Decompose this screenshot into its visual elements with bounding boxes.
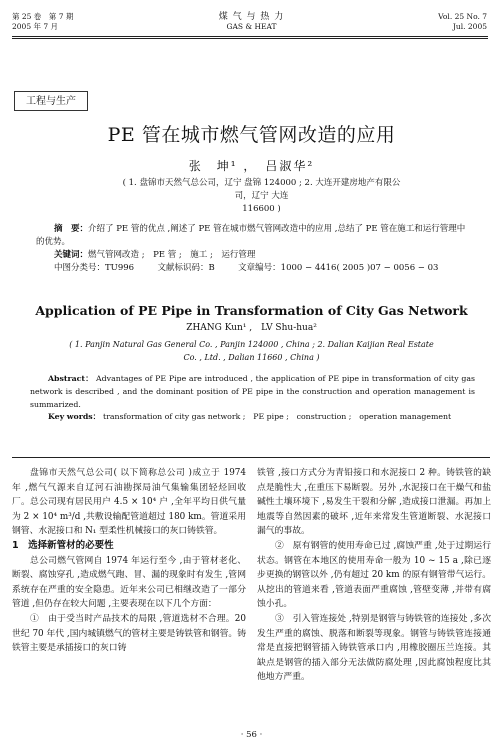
clc-label: 中图分类号： [54, 263, 106, 273]
abstract-zh-text: 介绍了 PE 管的优点 ,阐述了 PE 管在城市燃气管网改造中的应用 ,总结了 PE 管在施工和运行管理中的优势。 [36, 224, 466, 247]
body-paragraph: 铁管 ,接口方式分为青铅接口和水泥接口 2 种。铸铁管的缺点是脆性大 ,在重压下易断裂。另外 ,水泥接口在干燥气和盐碱性土壤环境下 ,易发生干裂和分解 ,造成接口泄漏。再加上地震等自然因素的破坏 ,近年来常发生管道断裂、水泥接口漏气的事故。 [257, 468, 491, 537]
header-rule-thin [12, 38, 488, 39]
journal-volume-en: Vol. 25 No. 7 Jul. 2005 [438, 12, 487, 31]
clc-value: TU996 [105, 263, 135, 273]
affiliations [120, 177, 403, 216]
english-keywords [30, 411, 475, 424]
english-abstract-paragraph [30, 373, 475, 411]
keywords-zh-text: 燃气管网改造 ; PE 管 ; 施工 ; 运行管理 [88, 250, 256, 260]
page-number: · 56 · [240, 730, 263, 740]
doc-code-label: 文献标识码： [157, 263, 209, 273]
abstract-zh-label: 摘 要： [54, 224, 89, 234]
body-paragraph: 总公司燃气管网自 1974 年运行至今 ,由于管材老化、断裂、腐蚀穿孔 ,造成燃气跑、冒、漏的现象时有发生 ,管网系统存在严重的安全隐患。近年来公司已相继改造了一部分管道 ,但仍存在较大问题 ,主要表现在以下几个方面： [12, 555, 246, 610]
affiliation-line-2: 116600 ) [242, 204, 281, 214]
authors: 张 坤¹ ， 吕淑华² [188, 159, 315, 173]
journal-name: 煤 气 与 热 力 GAS & HEAT [218, 12, 285, 31]
english-abstract-label: Abstract： [48, 374, 94, 383]
abstract-zh-paragraph [36, 223, 466, 249]
english-abstract [30, 373, 475, 424]
body-right-column [257, 466, 491, 685]
english-title: Application of PE Pipe in Transformation of City Gas Network [35, 303, 468, 318]
english-authors: ZHANG Kun¹ , LV Shu-hua² [186, 323, 317, 333]
english-affiliation-line-1: ( 1. Panjin Natural Gas General Co. , Panjin 124000 , China ; 2. Dalian Kaijian Real Estate [69, 340, 434, 349]
section-heading: 1 选择新管材的必要性 [12, 539, 114, 551]
journal-volume-issue: 第 25 卷 第 7 期 2005 年 7 月 [12, 12, 74, 31]
article-no-value: 1000 − 4416( 2005 )07 − 0056 − 03 [280, 263, 439, 273]
english-keywords-text: transformation of city gas network ; PE pipe ; construction ; operation management [102, 412, 452, 422]
body-paragraph: ② 原有钢管的使用寿命已过 ,腐蚀严重 ,处于过期运行状态。钢管在本地区的使用寿命一般为 10 ~ 15 a ,除已逐步更换的钢管以外 ,仍有超过 20 km 的原有钢管带气运行。从挖出的管道来看 ,管道表面严重腐蚀 ,管壁变薄 ,并带有腐蚀小孔。 [257, 540, 491, 610]
body-paragraph: ① 由于受当时产品技术的局限 ,管道选材不合理。20 世纪 70 年代 ,国内城镇燃气的管材主要是铸铁管和钢管。铸铁管主要是承插接口的灰口铸 [12, 613, 246, 654]
keywords-zh [36, 249, 466, 262]
body-left-column [12, 466, 246, 656]
english-affiliation-line-2: Co. , Ltd. , Dalian 11660 , China ) [183, 353, 320, 362]
english-abstract-text: Advantages of PE Pipe are introduced , the application of PE pipe in transformation of city gas network is described , and the dominant position of PE pipe in the construction and operation management is summarized. [30, 374, 475, 409]
abstract-zh [36, 223, 466, 275]
classification-row [36, 262, 466, 275]
article-title: PE 管在城市燃气管网改造的应用 [107, 124, 396, 146]
article-no-label: 文章编号： [238, 263, 281, 273]
abstract-separator [12, 457, 490, 458]
english-affiliations [60, 338, 443, 364]
english-keywords-label: Key words： [48, 412, 101, 422]
body-paragraph: ③ 引入管连接处 ,特别是钢管与铸铁管的连接处 ,多次发生严重的腐蚀、脱落和断裂等现象。钢管与铸铁管连接通常是直接把钢管插入铸铁管承口内 ,用橡胶圈压兰连接。其缺点是钢管的插入部分无法做防腐处理 ,因此腐蚀程度比其他地方严重。 [257, 613, 491, 683]
keywords-zh-label: 关键词： [54, 250, 89, 260]
section-badge: 工程与生产 [14, 91, 88, 111]
affiliation-line-1: ( 1. 盘锦市天然气总公司，辽宁 盘锦 124000 ; 2. 大连开建房地产有限公司，辽宁 大连 [122, 178, 401, 201]
doc-code-value: B [208, 263, 215, 273]
header-rule [12, 36, 488, 37]
body-paragraph: 盘锦市天然气总公司( 以下简称总公司 )成立于 1974 年 ,燃气气源来自辽河石油勘探局油气集输集团轻烃回收厂。总公司现有居民用户 4.5 × 10⁴ 户 ,全年平均日供气量为 2 × 10⁴ m³/d ,共敷设输配管道超过 180 km。管道采用钢管、水泥接口和 N₁ 型柔性机械接口的灰口铸铁管。 [12, 468, 246, 537]
